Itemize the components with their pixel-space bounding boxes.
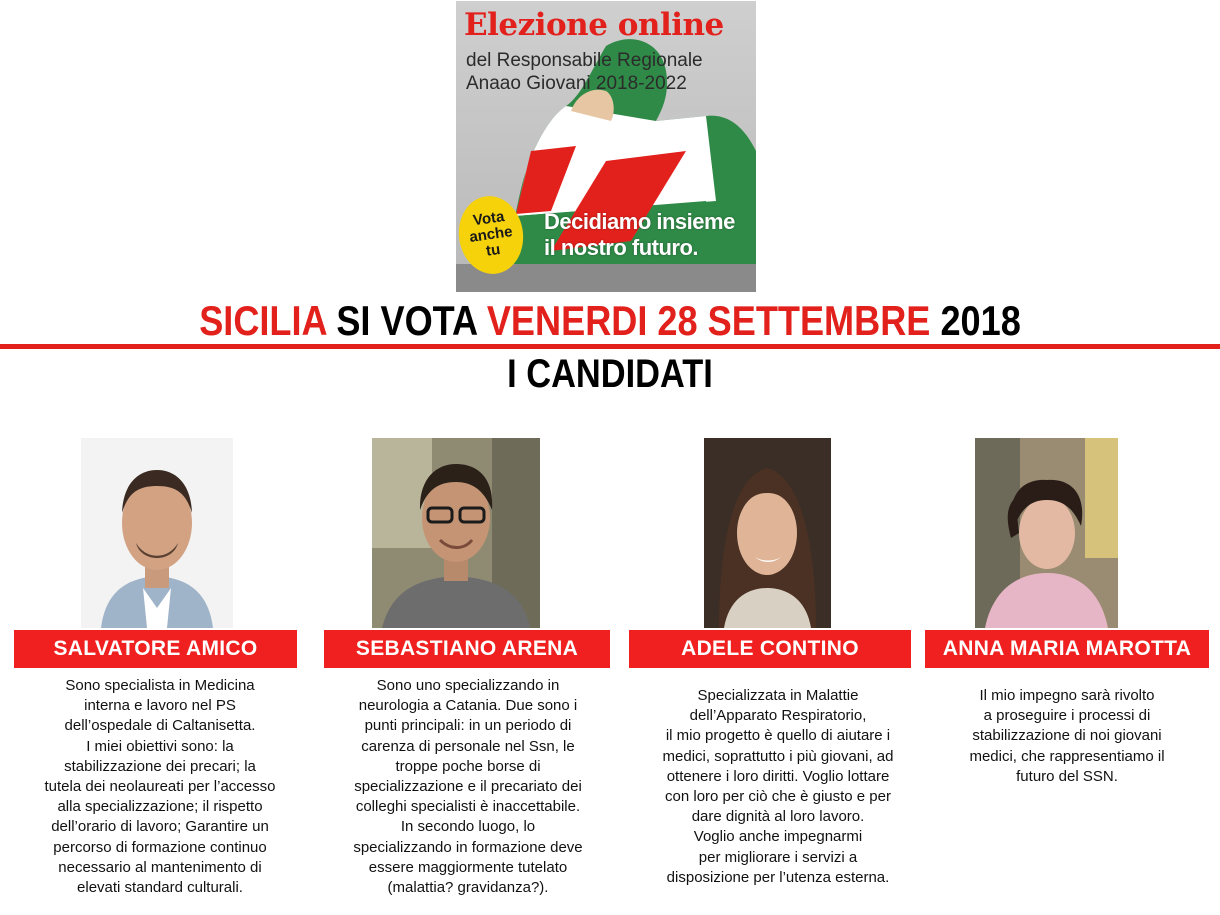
banner-subtitle: del Responsabile Regionale Anaao Giovani 2018-2022 <box>466 50 703 94</box>
candidates-heading: I CANDIDATI <box>507 352 713 396</box>
candidate-name-contino: ADELE CONTINO <box>629 630 911 668</box>
vote-badge: Vota anche tu <box>456 192 528 278</box>
banner-title: Elezione online <box>464 7 724 43</box>
candidate-photo-arena <box>372 438 540 628</box>
headline-divider <box>0 344 1220 349</box>
candidate-bio-amico: Sono specialista in Medicina interna e lavoro nel PS dell’ospedale di Caltanisetta. I miei obiettivi sono: la stabilizzazione dei precari; la tutela dei neolaureati per l’accesso alla specializzazione; il rispetto dell’orario di lavoro; Garantire un percorso di formazione continuo necessario al mantenimento di elevati standard culturali. <box>44 677 276 897</box>
headline-year: 2018 <box>930 297 1021 344</box>
candidate-name-amico: SALVATORE AMICO <box>14 630 297 668</box>
election-headline <box>85 296 1134 346</box>
candidate-photo-amico <box>81 438 233 628</box>
candidate-photo-marotta <box>975 438 1118 628</box>
candidate-bio-contino: Specializzata in Malattie dell’Apparato Respiratorio, il mio progetto è quello di aiutare i medici, soprattutto i più giovani, ad ottenere i loro diritti. Voglio lottare con loro per ciò che è giusto e per dare dignità al loro lavoro. Voglio anche impegnarmi per migliorare i servizi a disposizione per l’utenza esterna. <box>662 687 894 886</box>
headline-region: SICILIA <box>199 297 327 344</box>
candidate-bio-marotta: Il mio impegno sarà rivolto a proseguire i processi di stabilizzazione di noi giovani medici, che rappresentiamo il futuro del SSN. <box>969 687 1165 785</box>
banner-slogan: Decidiamo insieme il nostro futuro. <box>544 209 735 260</box>
candidate-photo-contino <box>704 438 831 628</box>
headline-si-vota: SI VOTA <box>326 297 487 344</box>
candidate-bio-arena: Sono uno specializzando in neurologia a Catania. Due sono i punti principali: in un periodo di carenza di personale nel Ssn, le troppe poche borse di specializzazione e il precariato dei colleghi specialisti è inaccettabile. In secondo luogo, lo specializzando in formazione deve essere maggiormente tutelato (malattia? gravidanza?). <box>353 677 583 897</box>
election-banner <box>456 1 756 292</box>
headline-date: VENERDI 28 SETTEMBRE <box>486 297 931 344</box>
candidate-name-marotta: ANNA MARIA MAROTTA <box>925 630 1209 668</box>
candidate-name-arena: SEBASTIANO ARENA <box>324 630 610 668</box>
